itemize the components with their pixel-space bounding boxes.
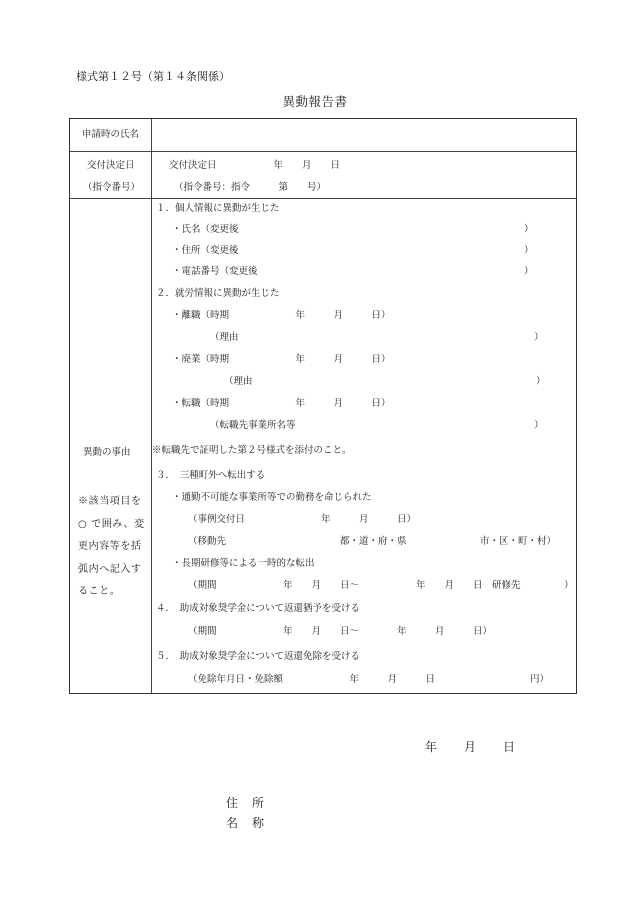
item-3-long-training[interactable]: ・長期研修等による一時的な転出 <box>172 558 315 569</box>
row-divider <box>70 198 576 199</box>
item-1-address-change[interactable]: ・住所（変更後 <box>172 245 239 256</box>
column-divider <box>151 119 152 693</box>
item-2-job-change[interactable]: ・転職（時期 年 月 日） <box>172 398 391 409</box>
item-2-attachment-note: ※転職先で証明した第２号様式を添付のこと。 <box>152 445 352 456</box>
name-label: 名 称 <box>226 816 266 830</box>
item-3-destination[interactable]: （移動先 都・道・府・県 <box>188 536 407 547</box>
applicant-name-field[interactable] <box>156 123 566 147</box>
item-3-commute-impossible[interactable]: ・通勤不可能な事業所等での勤務を命じられた <box>172 492 372 503</box>
form-number: 様式第１２号（第１４条関係） <box>76 70 230 83</box>
report-form-table <box>69 118 577 694</box>
item-2-resignation[interactable]: ・離職（時期 年 月 日） <box>172 310 391 321</box>
item-5-exemption-detail[interactable]: （免除年月日・免除額 年 月 日 円） <box>188 674 550 685</box>
item-5-heading[interactable]: ５． 助成対象奨学金について返還免除を受ける <box>156 651 361 662</box>
item-3-training-period[interactable]: （期間 年 月 日～ 年 月 日 研修先 <box>188 580 521 591</box>
item-1-name-change[interactable]: ・氏名（変更後 <box>172 224 239 235</box>
decision-date-label: 交付決定日 <box>87 160 135 171</box>
paren-close: ） <box>524 224 534 235</box>
item-2-business-closure[interactable]: ・廃業（時期 年 月 日） <box>172 354 391 365</box>
paren-close: ） <box>534 420 544 431</box>
item-3-case-date[interactable]: （事例交付日 年 月 日） <box>188 514 417 525</box>
designation-no-value[interactable]: （指令番号：指令 第 号） <box>174 182 327 193</box>
submission-date[interactable]: 年 月 日 <box>425 740 517 754</box>
item-1-phone-change[interactable]: ・電話番号（変更後 <box>172 266 258 277</box>
applicant-name-label: 申請時の氏名 <box>82 129 140 140</box>
document-title: 異動報告書 <box>282 94 348 109</box>
item-2-closure-reason[interactable]: （理由 <box>224 376 253 387</box>
item-4-heading[interactable]: ４． 助成対象奨学金について返還猶予を受ける <box>156 603 361 614</box>
address-label: 住 所 <box>226 796 266 810</box>
item-4-deferral-period[interactable]: （期間 年 月 日～ 年 月 日） <box>188 626 493 637</box>
item-3-municipality[interactable]: 市・区・町・村） <box>480 536 557 547</box>
item-2-new-employer[interactable]: （転職先事業所名等 <box>210 420 296 431</box>
item-2-resignation-reason[interactable]: （理由 <box>210 332 239 343</box>
designation-no-label: （指令番号） <box>83 182 141 193</box>
paren-close: ） <box>536 376 546 387</box>
change-reason-label: 異動の事由 <box>83 447 131 458</box>
decision-date-value[interactable]: 交付決定日 年 月 日 <box>169 160 341 171</box>
item-2-heading[interactable]: ２．就労情報に異動が生じた <box>156 288 280 299</box>
paren-close: ） <box>564 580 574 591</box>
instruction-note: ※該当項目を○ で囲み、変更内容等を括弧内へ記入すること。 <box>78 496 145 597</box>
item-3-heading[interactable]: ３． 三種町外へ転出する <box>156 470 266 481</box>
paren-close: ） <box>534 332 544 343</box>
paren-close: ） <box>524 266 534 277</box>
item-1-heading[interactable]: １．個人情報に異動が生じた <box>156 203 280 214</box>
row-divider <box>70 151 576 152</box>
paren-close: ） <box>524 245 534 256</box>
